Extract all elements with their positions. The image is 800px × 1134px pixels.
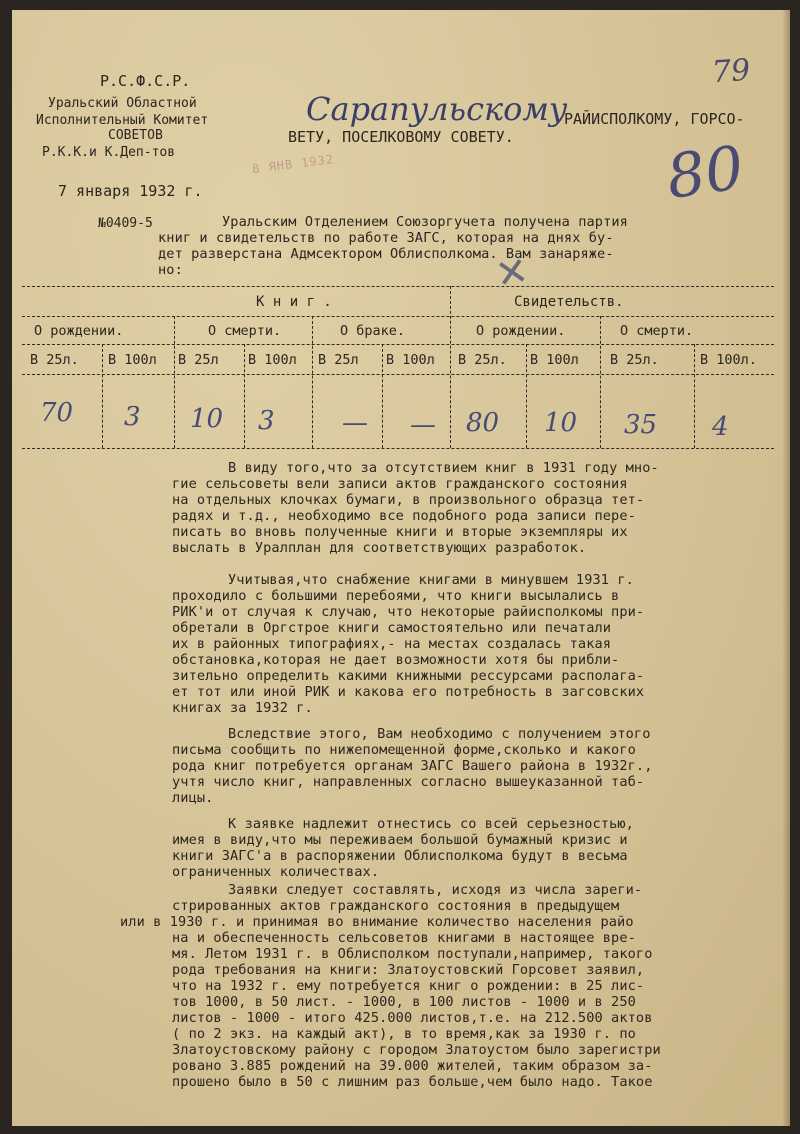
table-group-certificates: Свидетельств. (514, 294, 624, 310)
para2-line-4: обретали в Оргстрое книги самостоятельно или печатали (172, 620, 612, 636)
page-number: 79 (710, 52, 752, 91)
sub-header-books-marriage: О браке. (340, 323, 406, 339)
sub-header-books-death: О смерти. (208, 323, 282, 339)
table-value-4: 3 (258, 406, 275, 436)
para5-line-11: Златоустовскому району с городом Златоустом было зарегистри (172, 1042, 661, 1058)
table-value-2: 3 (124, 402, 141, 432)
table-value-10: 4 (712, 412, 729, 442)
org-line-3: СОВЕТОВ (108, 128, 163, 143)
para2-line-8: ет тот или иной РИК и какова его потребность в загсовских (172, 684, 645, 700)
para1-line-6: выслать в Уралплан для соответствующих разработок. (172, 540, 587, 556)
col-header-3: В 25л (178, 352, 219, 368)
para5-line-6: рода требования на книги: Златоустовский Горсовет заявил, (172, 962, 645, 978)
para1-line-5: писать во вновь полученные книги и вторые экземпляры их (172, 524, 628, 540)
para5-line-2: стрированных актов гражданского состояния в предыдущем (172, 898, 620, 914)
para2-line-9: книгах за 1932 г. (172, 700, 313, 716)
para3-line-1: Вследствие этого, Вам необходимо с получением этого (228, 726, 651, 742)
para5-line-7: что на 1932 г. ему потребуется книг о рождении: в 25 лис- (172, 978, 645, 994)
intro-line-2: книг и свидетельств по работе ЗАГС, которая на днях бу- (158, 230, 614, 246)
para5-line-5: мя. Летом 1931 г. в Облисполком поступали,например, такого (172, 946, 653, 962)
col-header-4: В 100л (248, 352, 297, 368)
sub-header-cert-death: О смерти. (620, 323, 694, 339)
document-date: 7 января 1932 г. (58, 182, 203, 200)
para5-line-4: на и обеспеченность сельсоветов книгами в настоящее вре- (172, 930, 636, 946)
sub-header-cert-birth: О рождении. (476, 323, 566, 339)
col-header-6: В 100л (386, 352, 435, 368)
para3-line-3: рода книг потребуется органам ЗАГС Вашего района в 1932г., (172, 758, 653, 774)
intro-line-3: дет разверстана Адмсектором Облисполкома. Вам занаряже- (158, 246, 614, 262)
para3-line-2: письма сообщить по нижепомещенной форме,сколько и какого (172, 742, 636, 758)
sub-header-books-birth: О рождении. (34, 323, 124, 339)
org-line-4: Р.К.К.и К.Деп-тов (42, 145, 176, 160)
para2-line-3: РИК'и от случая к случаю, что некоторые райисполкомы при- (172, 604, 645, 620)
col-header-9: В 25л. (610, 352, 659, 368)
document-page (12, 10, 790, 1126)
org-line-2: Исполнительный Комитет (36, 113, 209, 128)
para2-line-2: проходило с большими перебоями, что книги высылались в (172, 588, 620, 604)
para3-line-4: учтя число книг, направленных согласно вышеуказанной таб- (172, 774, 645, 790)
para5-line-9: листов - 1000 - итого 425.000 листов,т.е. на 212.500 актов (172, 1010, 653, 1026)
col-header-10: В 100л. (700, 352, 757, 368)
table-value-6: — (410, 410, 436, 440)
table-value-8: 10 (544, 408, 578, 438)
rsfsr-heading: Р.С.Ф.С.Р. (100, 72, 191, 90)
col-header-7: В 25л. (458, 352, 507, 368)
para5-line-13: прошено было в 50 с лишним раз больше,чем было надо. Такое (172, 1074, 653, 1090)
para4-line-4: ограниченных количествах. (172, 864, 380, 880)
para1-line-1: В виду того,что за отсутствием книг в 1931 году мно- (228, 460, 659, 476)
table-value-5: — (342, 408, 368, 438)
para5-line-1: Заявки следует составлять, исходя из числа зареги- (228, 882, 643, 898)
para2-line-7: зительно определить какими книжными рессурсами располага- (172, 668, 645, 684)
handwritten-addressee: Сарапульскому (306, 90, 568, 128)
para3-line-5: лицы. (172, 790, 214, 806)
para5-line-8: тов 1000, в 50 лист. - 1000, в 100 листов - 1000 и в 250 (172, 994, 636, 1010)
para5-line-10: ( по 2 экз. на каждый акт), в то время,как за 1930 г. по (172, 1026, 636, 1042)
para4-line-3: книги ЗАГС'а в распоряжении Облисполкома будут в весьма (172, 848, 628, 864)
intro-line-1: Уральским Отделением Союзоргучета получена партия (222, 214, 628, 230)
document-number: №0409-5 (98, 216, 153, 231)
col-header-1: В 25л. (30, 352, 79, 368)
addressee-line-1: РАЙИСПОЛКОМУ, ГОРСО- (564, 110, 745, 128)
para4-line-2: имея в виду,что мы переживаем большой бумажный кризис и (172, 832, 628, 848)
table-value-9: 35 (624, 410, 658, 440)
addressee-line-2: ВЕТУ, ПОСЕЛКОВОМУ СОВЕТУ. (288, 128, 514, 146)
para2-line-1: Учитывая,что снабжение книгами в минувшем 1931 г. (228, 572, 634, 588)
table-value-1: 70 (40, 398, 74, 428)
org-line-1: Уральский Областной (48, 96, 197, 111)
col-header-2: В 100л (108, 352, 157, 368)
col-header-5: В 25л (318, 352, 359, 368)
para1-line-2: гие сельсоветы вели записи актов гражданского состояния (172, 476, 628, 492)
table-value-7: 80 (466, 408, 500, 438)
para1-line-4: радях и т.д., необходимо все подобного рода записи пере- (172, 508, 636, 524)
table-value-3: 10 (190, 404, 224, 434)
page-edge-shadow (782, 10, 790, 1126)
para1-line-3: на отдельных клочках бумаги, в произвольного образца тет- (172, 492, 645, 508)
corrected-number: 80 (662, 133, 748, 213)
intro-line-4: но: (158, 262, 183, 278)
para5-line-3: или в 1930 г. и принимая во внимание количество населения райо (120, 914, 634, 930)
para2-line-6: обстановка,которая не дает возможности хотя бы прибли- (172, 652, 620, 668)
cross-mark-icon: ✕ (492, 239, 531, 301)
para2-line-5: их в районных типографиях,- на местах создалась такая (172, 636, 612, 652)
para4-line-1: К заявке надлежит отнестись со всей серьезностью, (228, 816, 634, 832)
col-header-8: В 100л (530, 352, 579, 368)
para5-line-12: ровано 3.885 рождений на 39.000 жителей, таким образом за- (172, 1058, 653, 1074)
table-group-books: К н и г . (256, 294, 332, 310)
received-stamp: 8 ЯНВ 1932 (251, 152, 335, 176)
